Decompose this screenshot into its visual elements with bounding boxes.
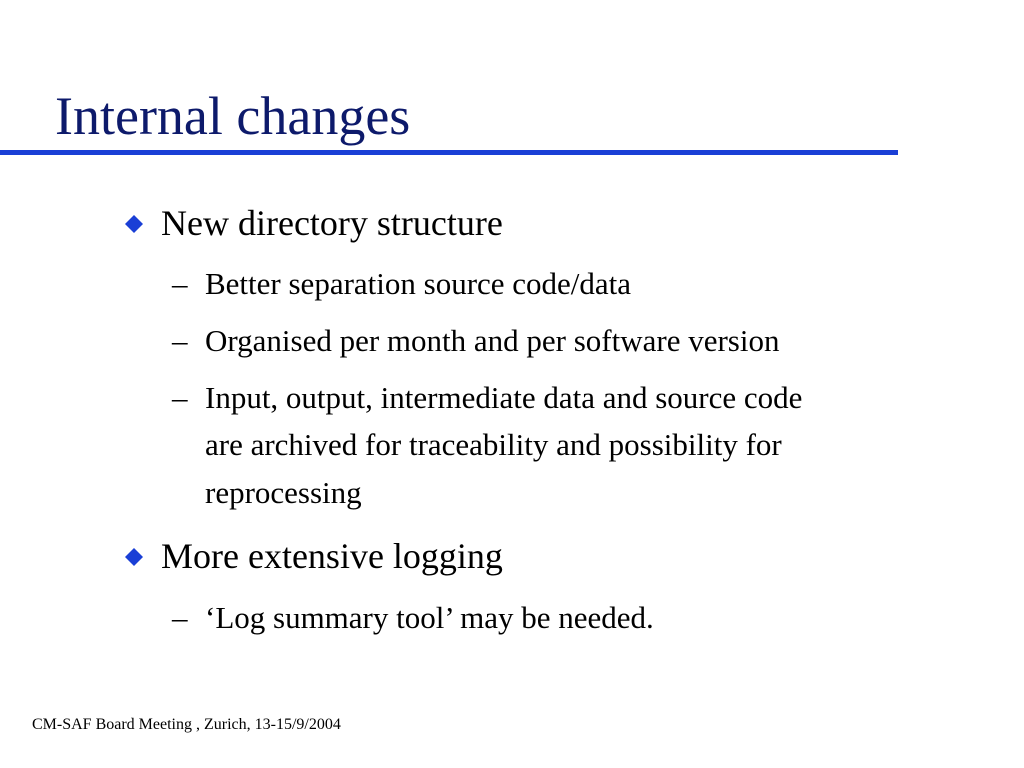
sub-item-text: Organised per month and per software version — [205, 323, 780, 358]
dash-marker: – — [172, 323, 188, 358]
sub-item-text: Input, output, intermediate data and source code — [205, 380, 803, 415]
diamond-bullet-icon — [125, 215, 143, 233]
dash-marker: – — [172, 380, 188, 415]
bullet-text: New directory structure — [161, 203, 503, 243]
sub-item-text: are archived for traceability and possibility for — [205, 427, 782, 462]
diamond-bullet-icon — [125, 548, 143, 566]
slide-title: Internal changes — [55, 86, 411, 146]
sub-item-text: reprocessing — [205, 475, 362, 510]
dash-marker: – — [172, 266, 188, 301]
dash-marker: – — [172, 600, 188, 635]
title-divider — [0, 150, 898, 155]
sub-item-text: ‘Log summary tool’ may be needed. — [205, 600, 654, 635]
sub-item-text: Better separation source code/data — [205, 266, 632, 301]
bullet-text: More extensive logging — [161, 536, 503, 576]
slide-footer: CM-SAF Board Meeting , Zurich, 13-15/9/2004 — [32, 716, 341, 733]
